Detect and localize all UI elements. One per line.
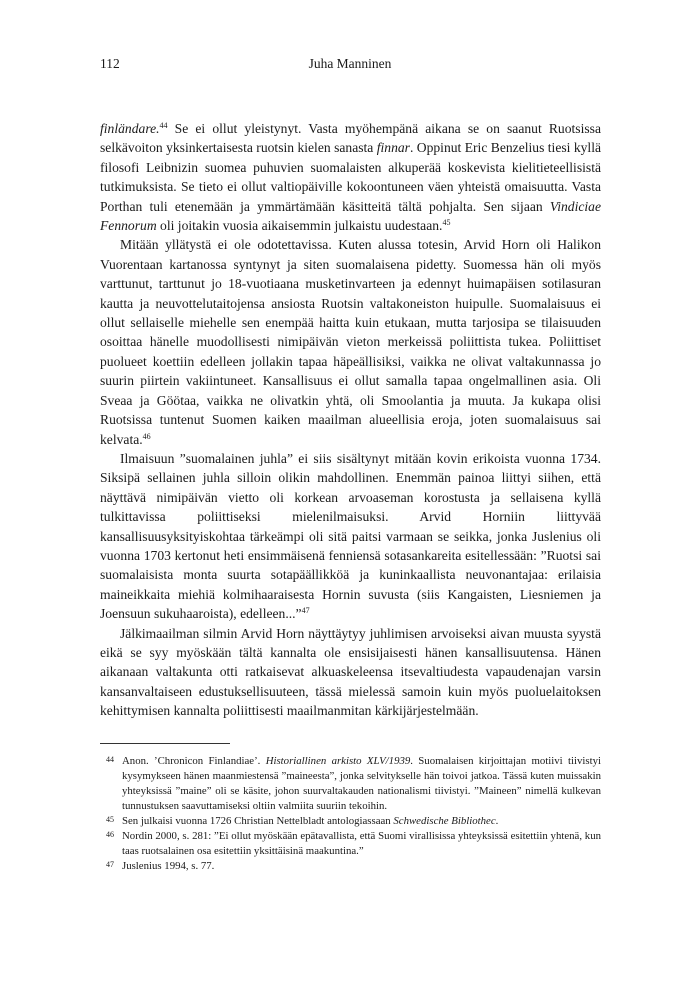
- paragraph: [100, 235, 601, 448]
- footnote-reference: 44: [159, 121, 168, 130]
- italic-text: Schwedische Bibliothec: [393, 815, 496, 827]
- text-run: Mitään yllätystä ei ole odotettavissa. Kuten alussa totesin, Arvid Horn oli Halikon Vuorentaan kartanossa syntynyt ja siten suomalaisena pidetty. Suomessa hän oli myös varttunut, tarttunut jo 18-vuotiaana musketinvarteen ja edennyt huimapäisen sotilasuran kautta ja neuvottelutaitojensa ansiosta Ruotsin valtakoneiston huipulle. Suomalaisuus ei ollut sellaiselle miehelle sen enempää haitta kuin etukaan, mutta tarjosipa se tilaisuuden osoittaa hänelle muodollisesti nimipäivän vieton merkeissä poliittista tukea. Poliittiset puolueet koettiin edelleen jollakin tapaa häpeällisiksi, vaikka ne olivat valtakunnassa jo suurin piirtein vakiintuneet. Kansallisuus ei ollut samalla tapaa ongelmallinen asia. Oli Sveaa ja Göötaa, vaikka ne olivatkin yhtä, oli Smoolantia ja muuta. Ja kukapa olisi Ruotsissa tuntenut Suomen kaiken maailman alueellisia eroja, joten suomalaisuus sai kelvata.: [100, 237, 601, 447]
- footnotes: [100, 754, 601, 874]
- footnote-number: 46: [106, 830, 114, 839]
- text-run: Juslenius 1994, s. 77.: [122, 860, 215, 872]
- footnote: [100, 754, 601, 814]
- page-number: 112: [100, 56, 120, 71]
- text-run: Anon. ’Chronicon Finlandiae’.: [122, 755, 266, 767]
- text-run: Jälkimaailman silmin Arvid Horn näyttäytyy juhlimisen arvoiseksi aivan muusta syystä eikä se syy myöskään tältä kannalta ole ensisijaisesti hänen kansallisuutensa. Hänen aikanaan valtakunta otti ratkaisevat alkuaskeleensa itsevaltiudesta vapaudenajan varsin kansanvaltaiseen edustuksellisuuteen, tässä mielessä samoin kuin myös puoluelaitoksen kehittymisen kannalta poliittisesti maailmanmitan kärkijärjestelmään.: [100, 625, 601, 719]
- footnote-reference: 45: [442, 218, 451, 228]
- footnote: [100, 859, 601, 874]
- footnote-number: 45: [106, 815, 114, 824]
- text-run: . Suomalaisen kirjoittajan motiivi tiivistyi kysymykseen hänen maanmiestensä ”maineesta”, jonka selvitykselle hän toivoi jatkoa. Tässä kuten muissakin yhteyksissä ”maine” oli se käsite, johon suurvaltakauden nationalismi tiivistyi. ”Maineen” nimellä kulkevan tunnustuksen saavuttamiseksi oltiin valmiita suuriin tekoihin.: [122, 755, 601, 812]
- body-text: [100, 119, 601, 721]
- text-run: Sen julkaisi vuonna 1726 Christian Nettelbladt antologiassaan: [122, 815, 394, 827]
- running-head: [100, 56, 600, 76]
- footnote-number: 44: [106, 755, 114, 764]
- footnote: [100, 814, 601, 829]
- italic-text: Vindiciae Fennorum: [100, 198, 601, 234]
- footnote-separator: [100, 743, 230, 744]
- text-run: Se ei ollut yleistynyt. Vasta myöhempänä aikana se on saanut Ruotsissa selkävoiton yksinkertaisesta ruotsin kielen sanasta: [100, 121, 601, 156]
- footnote-number: 47: [106, 860, 114, 869]
- paragraph: [100, 449, 601, 624]
- paragraph: [100, 624, 601, 721]
- author-running-head: Juha Manninen: [308, 56, 392, 71]
- text-run: .: [495, 815, 499, 827]
- footnote-reference: 46: [142, 431, 151, 441]
- italic-text: Historiallinen arkisto XLV/1939: [265, 755, 411, 767]
- paragraph: [100, 119, 601, 235]
- text-run: . Oppinut Eric Benzelius tiesi kyllä filosofi Leibnizin suomea puhuvien suomalaisten alkuperää koskevista kielitieteellisistä tutkimuksista. Se tieto ei ollut valtiopäiville kokoontuneen väen yhteistä omaisuutta. Vasta Porthan tuli etenemään ja ymmärtämään käsitteitä tältä pohjalta. Sen sijaan: [100, 140, 601, 214]
- footnote: [100, 829, 601, 859]
- text-run: Ilmaisuun ”suomalainen juhla” ei siis sisältynyt mitään kovin erikoista vuonna 1734. Siksipä sellainen juhla silloin olikin mahdollinen. Enemmän painoa liittyi siihen, että näyttävä nimipäivän vietto oli korkean arvoaseman korostusta ja sellaisena kyllä tulkittavissa poliittiseksi mielenilmaisuksi. Arvid Horniin liittyvää kansallisuusyksityiskohtaa tärkeämpi oli sitä paitsi varmaan se seikka, jonka Juslenius oli vuonna 1703 kertonut heti ensimmäisenä fenniensä sotasankareita esitellessään: ”Ruotsi sai suomalaisista monta suurta sotapäällikköä ja kuninkaallista neuvonantajaa: erilaisia maineikkaita miehiä kolmihaaraisesta Hornin suvusta (siis Kangaisten, Liesniemen ja Joensuun sukuhaaroista), edelleen...”: [100, 450, 601, 622]
- text-run: oli joitakin vuosia aikaisemmin julkaistu uudestaan.: [156, 218, 443, 234]
- footnote-reference: 47: [301, 606, 310, 616]
- text-run: Nordin 2000, s. 281: ”Ei ollut myöskään epätavallista, että Suomi virallisissa yhteyksissä esitettiin yhtenä, kun taas ruotsalainen osa esitettiin yksittäisinä maakuntina.”: [122, 830, 601, 857]
- italic-text: finnar: [376, 140, 410, 156]
- italic-text: finländare.: [100, 121, 160, 136]
